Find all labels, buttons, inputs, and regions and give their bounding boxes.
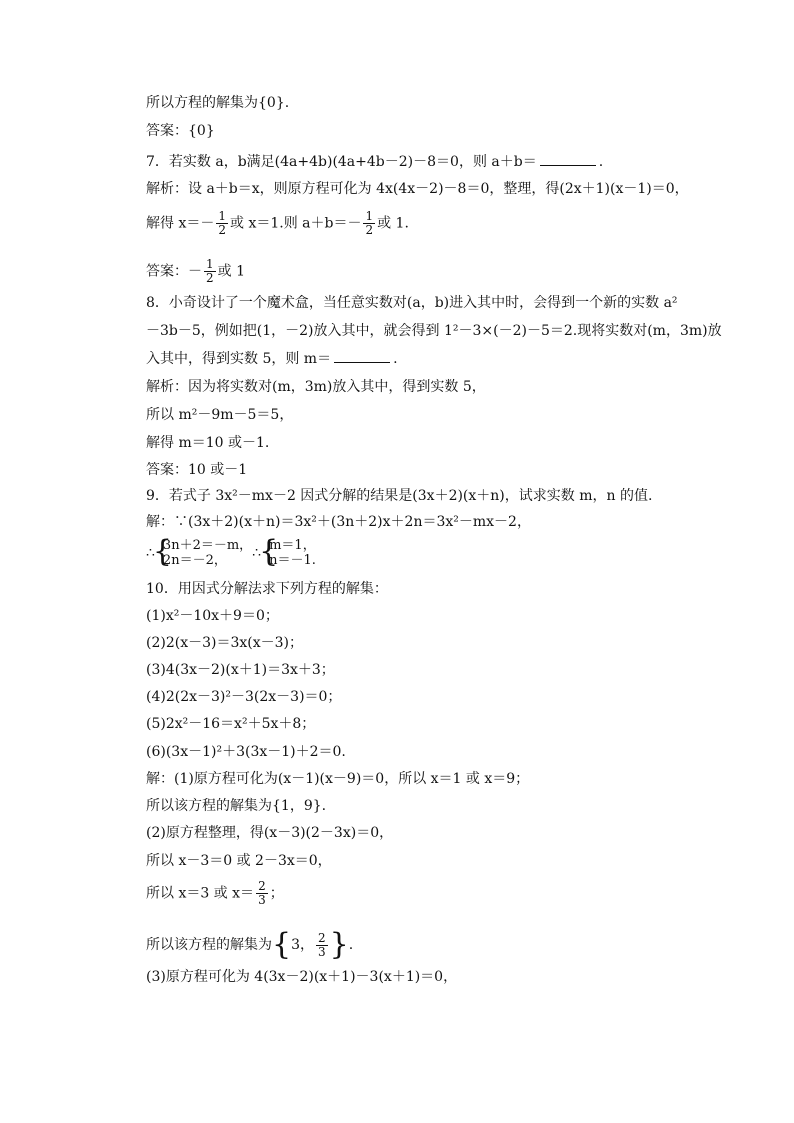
q7-answer-line <box>146 258 245 285</box>
q10-solution-1: 解：(1)原方程可化为(x－1)(x－9)＝0，所以 x＝1 或 x＝9； <box>146 771 530 787</box>
fraction-one-half <box>204 258 216 285</box>
q10-item-3: (3)4(3x－2)(x＋1)＝3x＋3； <box>146 662 335 678</box>
q10-solution-6 <box>146 927 354 962</box>
q8-solution-line-2: 所以 m²－9m－5＝5， <box>146 407 294 423</box>
question-7-end: . <box>598 154 604 170</box>
q8-solution-line-1: 解析：因为将实数对(m，3m)放入其中，得到实数 5， <box>146 379 486 395</box>
fraction-two-thirds <box>316 932 328 959</box>
question-7-text: 7．若实数 a，b满足(4a+4b)(4a+4b－2)－8＝0，则 a＋b＝ <box>146 154 537 170</box>
set-close-brace: } <box>329 927 349 962</box>
q9-solution-line: 解：∵(3x＋2)(x＋n)＝3x²＋(3n＋2)x＋2n＝3x²－mx－2， <box>146 514 531 530</box>
fraction-one-half <box>363 210 375 237</box>
system-row: 2n＝－2， <box>162 553 227 568</box>
therefore-symbol: ∴ <box>146 545 155 561</box>
q7-solution-line-2 <box>146 210 409 237</box>
question-8-line-3 <box>146 350 398 368</box>
fraction-denominator: 2 <box>218 223 226 237</box>
system-row: { 3n＋2＝－m， <box>162 538 253 553</box>
q10-solution-2: 所以该方程的解集为{1，9}. <box>146 798 327 814</box>
text-segment: . <box>348 937 354 953</box>
answer-blank <box>540 153 596 166</box>
answer-blank <box>334 350 390 363</box>
fraction-denominator: 2 <box>365 223 374 237</box>
fraction-two-thirds <box>256 880 268 907</box>
question-8-line-2: －3b－5，例如把(1，－2)放入其中，就会得到 1²－3×(－2)－5＝2.现将实数对(m，3m)放 <box>146 323 722 339</box>
therefore-symbol: ∴ <box>252 545 262 561</box>
q10-solution-4: 所以 x－3＝0 或 2－3x＝0， <box>146 853 332 869</box>
fraction-denominator: 2 <box>206 271 214 285</box>
q10-item-6: (6)(3x－1)²＋3(3x－1)＋2＝0. <box>146 744 346 760</box>
text-segment: . <box>393 351 398 367</box>
text-segment: 答案：－ <box>146 263 202 280</box>
text-segment: 或 1. <box>377 215 409 232</box>
equation-system-1 <box>155 538 252 568</box>
system-row: n＝－1. <box>269 553 316 568</box>
fraction-denominator: 3 <box>258 893 266 907</box>
q10-item-5: (5)2x²－16＝x²＋5x＋8； <box>146 716 316 732</box>
text-segment: 或 1 <box>217 263 245 280</box>
set-open-brace: { <box>272 927 292 962</box>
q10-solution-5 <box>146 880 284 907</box>
q8-answer-line: 答案：10 或－1 <box>146 462 248 478</box>
text-segment: ； <box>269 885 284 902</box>
q10-item-4: (4)2(2x－3)²－3(2x－3)＝0； <box>146 689 342 705</box>
question-7 <box>146 153 603 171</box>
text-segment: 所以该方程的解集为 <box>146 937 272 953</box>
text-segment: 入其中，得到实数 5，则 m＝ <box>146 351 332 367</box>
fraction-numerator: 1 <box>206 257 214 271</box>
text-segment: 所以 x＝3 或 x＝ <box>146 885 255 902</box>
question-8-line-1: 8．小奇设计了一个魔术盒，当任意实数对(a，b)进入其中时，会得到一个新的实数 a² <box>146 295 678 311</box>
q10-item-1: (1)x²－10x＋9＝0； <box>146 608 279 624</box>
q10-solution-3: (2)原方程整理，得(x－3)(2－3x)＝0， <box>146 825 394 841</box>
text-segment: 3， <box>291 937 315 953</box>
question-9: 9．若式子 3x²－mx－2 因式分解的结果是(3x＋2)(x＋n)，试求实数 m，n 的值. <box>146 488 653 504</box>
fraction-numerator: 1 <box>218 209 226 223</box>
q10-item-2: (2)2(x－3)＝3x(x－3)； <box>146 635 303 651</box>
q7-solution-line-1: 解析：设 a＋b＝x，则原方程可化为 4x(4x－2)－8＝0，整理，得(2x＋1)(x－1)＝0， <box>146 181 689 197</box>
fraction-numerator: 1 <box>365 209 374 223</box>
fraction-one-half <box>216 210 228 237</box>
q10-solution-7: (3)原方程可化为 4(3x－2)(x＋1)－3(x＋1)＝0， <box>146 969 458 985</box>
text-segment: 或 x＝1.则 a＋b＝－ <box>230 215 362 232</box>
fraction-denominator: 3 <box>318 944 326 959</box>
q8-solution-line-3: 解得 m＝10 或－1. <box>146 435 270 451</box>
text-line: 所以方程的解集为{0}. <box>146 95 290 111</box>
equation-system-2 <box>261 538 316 568</box>
text-segment: 解得 x＝－ <box>146 215 215 232</box>
q9-systems-line <box>146 538 316 574</box>
system-row: { m＝1， <box>269 538 316 553</box>
fraction-numerator: 2 <box>258 879 266 893</box>
question-10: 10．用因式分解法求下列方程的解集： <box>146 581 388 597</box>
answer-line: 答案：{0} <box>146 123 215 139</box>
fraction-numerator: 2 <box>318 930 326 945</box>
